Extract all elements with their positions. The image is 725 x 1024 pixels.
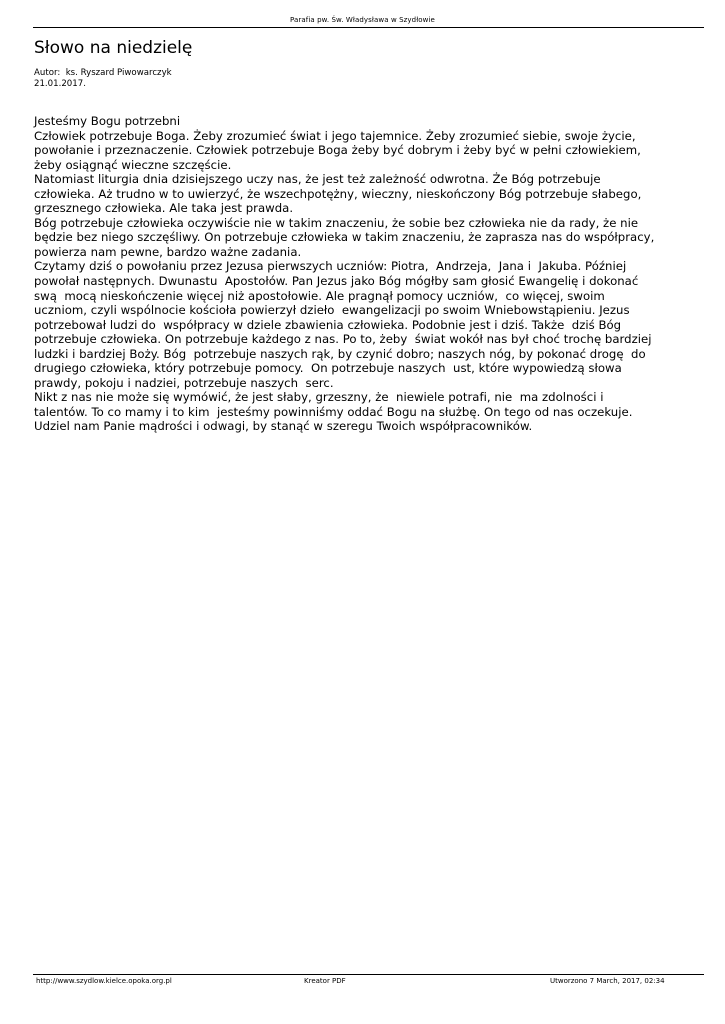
footer-divider xyxy=(33,974,704,975)
body-line: Nikt z nas nie może się wymówić, że jest słaby, grzeszny, że niewiele potrafi, nie ma zdolności i xyxy=(34,390,604,405)
article-body xyxy=(34,114,704,434)
footer-generator: Kreator PDF xyxy=(304,977,346,985)
body-line: będzie bez niego szczęśliwy. On potrzebuje człowieka w takim znaczeniu, że zaprasza nas do współpracy, xyxy=(34,230,655,245)
body-line: żeby osiągnąć wieczne szczęście. xyxy=(34,157,232,172)
body-line: Bóg potrzebuje człowieka oczywiście nie w takim znaczeniu, że sobie bez człowieka nie da rady, że nie xyxy=(34,215,639,230)
body-line: potrzebował ludzi do współpracy w dziele zbawienia człowieka. Podobnie jest i dziś. Także dziś Bóg xyxy=(34,317,622,332)
body-line: ludzki i bardziej Boży. Bóg potrzebuje naszych rąk, by czynić dobro; naszych nóg, by pokonać drogę do xyxy=(34,346,646,361)
article-title: Słowo na niedzielę xyxy=(34,38,193,58)
body-line: drugiego człowieka, który potrzebuje pomocy. On potrzebuje naszych ust, które wypowiedzą słowa xyxy=(34,361,622,376)
footer-created-date: Utworzono 7 March, 2017, 02:34 xyxy=(550,977,665,985)
article-meta xyxy=(34,68,172,90)
body-line: uczniom, czyli wspólnocie kościoła powierzył dzieło ewangelizacji po swoim Wniebowstąpieniu. Jezus xyxy=(34,303,630,318)
body-line: potrzebuje człowieka. On potrzebuje każdego z nas. Po to, żeby świat wokół nas był choć trochę bardziej xyxy=(34,332,652,347)
footer-url: http://www.szydlow.kielce.opoka.org.pl xyxy=(36,977,172,985)
body-line: Natomiast liturgia dnia dzisiejszego uczy nas, że jest też zależność odwrotna. Że Bóg potrzebuje xyxy=(34,172,601,187)
body-line: powołał następnych. Dwunastu Apostołów. Pan Jezus jako Bóg mógłby sam głosić Ewangelię i dokonać xyxy=(34,274,639,289)
header-divider xyxy=(33,27,704,28)
article-author: Autor: ks. Ryszard Piwowarczyk xyxy=(34,68,172,78)
article-date: 21.01.2017. xyxy=(34,79,86,89)
body-line: prawdy, pokoju i nadziei, potrzebuje naszych serc. xyxy=(34,375,334,390)
body-line: powołanie i przeznaczenie. Człowiek potrzebuje Boga żeby być dobrym i żeby być w pełni człowiekiem, xyxy=(34,143,641,158)
body-line: grzesznego człowieka. Ale taka jest prawda. xyxy=(34,201,294,216)
page-header: Parafia pw. Św. Władysława w Szydłowie xyxy=(290,16,435,24)
body-line: Czytamy dziś o powołaniu przez Jezusa pierwszych uczniów: Piotra, Andrzeja, Jana i Jakuba. Później xyxy=(34,259,627,274)
body-line: człowieka. Aż trudno w to uwierzyć, że wszechpotężny, wieczny, nieskończony Bóg potrzebuje słabego, xyxy=(34,186,642,201)
body-line: powierza nam pewne, bardzo ważne zadania. xyxy=(34,244,302,259)
body-line: swą mocą nieskończenie więcej niż apostołowie. Ale pragnął pomocy uczniów, co więcej, swoim xyxy=(34,288,605,303)
body-line: Człowiek potrzebuje Boga. Żeby zrozumieć świat i jego tajemnice. Żeby zrozumieć siebie, swoje życie, xyxy=(34,128,636,143)
article-subtitle: Jesteśmy Bogu potrzebni xyxy=(34,114,181,128)
body-line: Udziel nam Panie mądrości i odwagi, by stanąć w szeregu Twoich współpracowników. xyxy=(34,419,533,434)
body-line: talentów. To co mamy i to kim jesteśmy powinniśmy oddać Bogu na służbę. On tego od nas oczekuje. xyxy=(34,404,633,419)
